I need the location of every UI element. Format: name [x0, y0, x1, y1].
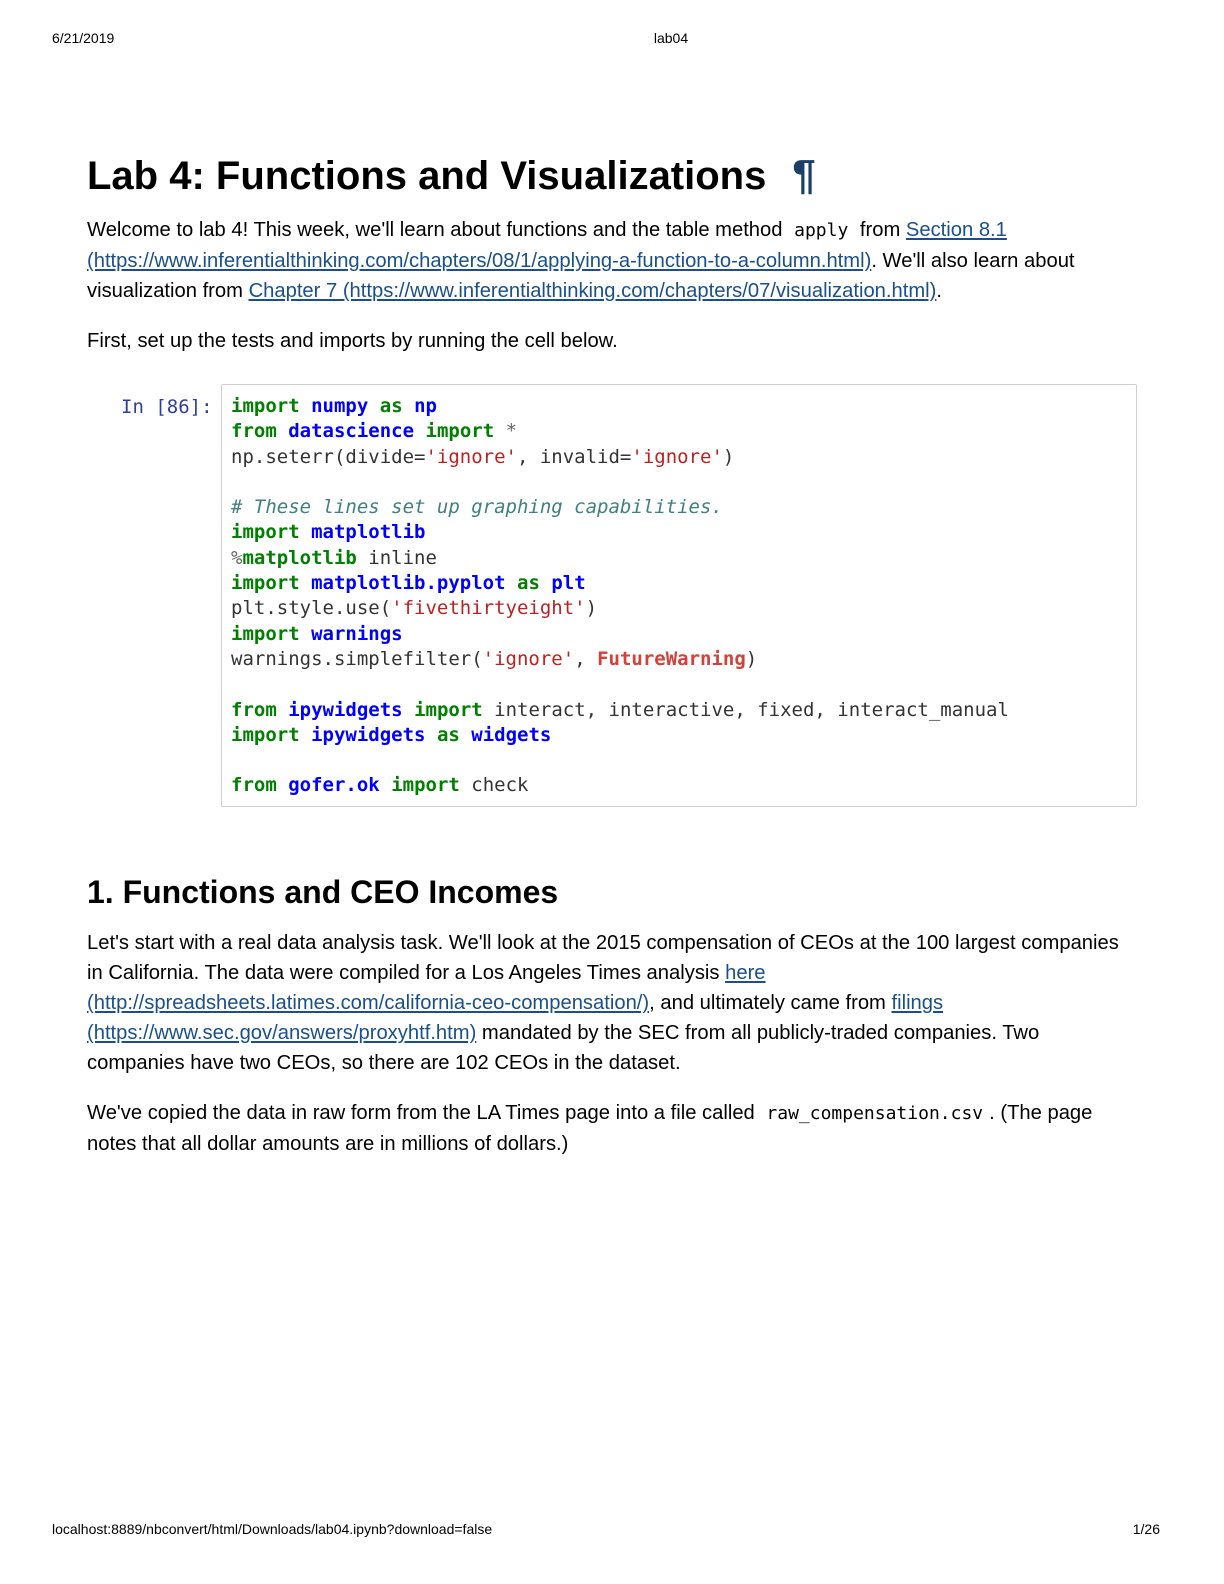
sec-filings-link[interactable]: filings (https://www.sec.gov/answers/proxyhtf.htm)	[87, 992, 944, 1044]
section-8-1-link[interactable]: Section 8.1 (https://www.inferentialthinking.com/chapters/08/1/applying-a-function-to-a-column.html)	[87, 219, 1007, 272]
csv-filename-code: raw_compensation.csv	[766, 1103, 984, 1124]
intro-paragraph	[87, 215, 1127, 306]
print-header	[0, 30, 1224, 50]
code-input-area[interactable]	[221, 384, 1137, 807]
cell-prompt: In [86]:	[121, 396, 213, 418]
ceo-paragraph	[87, 928, 1127, 1078]
section-1-title: 1. Functions and CEO Incomes	[87, 874, 559, 910]
intro-text-3: . We'll also learn about visualization from	[87, 250, 1075, 302]
ceo-text-1: Let's start with a real data analysis task. We'll look at the 2015 compensation of CEOs at the 100 largest companies in California. The data were compiled for a Los Angeles Times analysis	[87, 932, 1119, 984]
intro-text-1: Welcome to lab 4! This week, we'll learn about functions and the table method	[87, 219, 783, 241]
apply-code: apply	[794, 220, 849, 241]
chapter-7-link[interactable]: Chapter 7 (https://www.inferentialthinking.com/chapters/07/visualization.html)	[248, 280, 937, 302]
ceo-text-2: , and ultimately came from	[649, 992, 886, 1014]
latimes-link[interactable]: here (http://spreadsheets.latimes.com/california-ceo-compensation/)	[87, 962, 766, 1014]
ceo-text-3: mandated by the SEC from all publicly-traded companies. Two companies have two CEOs, so there are 102 CEOs in the dataset.	[87, 1022, 1040, 1074]
page-title-text: Lab 4: Functions and Visualizations	[87, 154, 767, 198]
print-title: lab04	[653, 30, 689, 46]
code-text[interactable]: import numpy as np from datascience import * np.seterr(divide='ignore', invalid='ignore') # These lines set up graphing capabilities. import matplotlib %matplotlib inline import matplotlib.pyplot as plt plt.style.use('fivethirtyeight') import warnings warnings.simplefilter('ignore', FutureWarning) from ipywidgets import interact, interactive, fixed, interact_manual import ipywidgets as widgets from gofer.ok import check	[231, 395, 1009, 797]
print-date: 6/21/2019	[52, 30, 115, 46]
raw-text-1: We've copied the data in raw form from the LA Times page into a file called	[87, 1102, 755, 1124]
raw-data-paragraph	[87, 1098, 1127, 1159]
intro-text-4: .	[936, 280, 942, 302]
anchor-link-icon[interactable]: ¶	[792, 151, 816, 198]
intro-text-2: from	[859, 219, 901, 241]
raw-text-2: . (The page notes that all dollar amounts are in millions of dollars.)	[87, 1102, 1093, 1155]
page-title	[87, 152, 816, 199]
page-number: 1/26	[1132, 1521, 1160, 1537]
print-url: localhost:8889/nbconvert/html/Downloads/lab04.ipynb?download=false	[52, 1521, 493, 1537]
code-cell	[87, 384, 1137, 808]
setup-paragraph: First, set up the tests and imports by running the cell below.	[87, 330, 618, 352]
